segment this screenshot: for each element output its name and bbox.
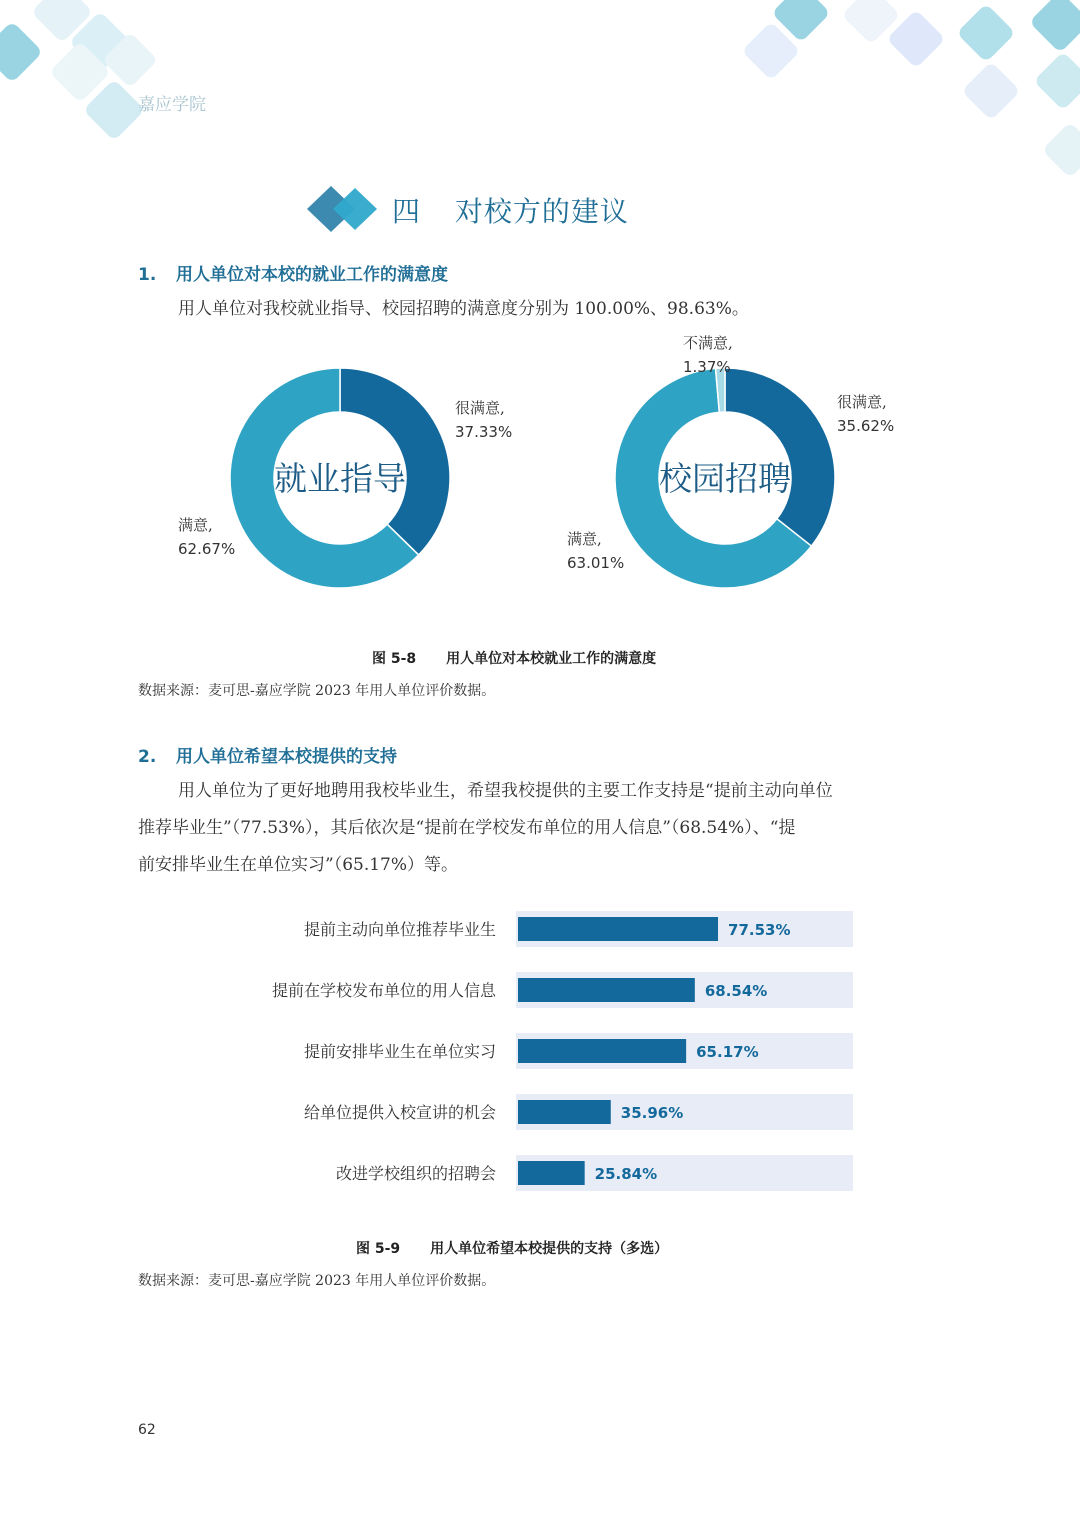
page-number: 62 xyxy=(138,1422,156,1438)
donut-2-slice-1-label: 很满意, xyxy=(837,393,887,411)
bar-4-value-label: 35.96% xyxy=(620,1104,684,1122)
figure-5-9-title: 用人单位希望本校提供的支持（多选） xyxy=(430,1241,669,1257)
donut-2-slice-3-label: 不满意, xyxy=(683,334,733,352)
bar-1 xyxy=(518,917,718,941)
donut-1-slice-1-label: 很满意, xyxy=(455,399,505,417)
donut-1-slice-2-value: 62.67% xyxy=(178,540,236,558)
donut-2-slice-1 xyxy=(725,368,835,546)
figure-5-9-caption xyxy=(356,1238,668,1258)
bar-3 xyxy=(518,1039,686,1063)
bar-2-category-label: 提前在学校发布单位的用人信息 xyxy=(271,981,496,1000)
figure-5-8-source: 数据来源：麦可思-嘉应学院 2023 年用人单位评价数据。 xyxy=(138,683,496,699)
section-1-number: 1. xyxy=(138,265,157,285)
section-1-title: 用人单位对本校的就业工作的满意度 xyxy=(176,265,448,285)
section-2-text-line-2: 推荐毕业生”（77.53%），其后依次是“提前在学校发布单位的用人信息”（68.54%）、“提 xyxy=(138,818,796,838)
bar-5 xyxy=(518,1161,585,1185)
school-name: 嘉应学院 xyxy=(138,95,206,115)
donut-2-slice-1-value: 35.62% xyxy=(837,417,895,435)
donut-1-slice-2-label: 满意, xyxy=(178,516,213,534)
section-2-text-line-1: 用人单位为了更好地聘用我校毕业生，希望我校提供的主要工作支持是“提前主动向单位 xyxy=(178,781,833,801)
donut-1-slice-1-value: 37.33% xyxy=(455,423,513,441)
section-1-text: 用人单位对我校就业指导、校园招聘的满意度分别为 100.00%、98.63%。 xyxy=(178,299,749,319)
donut-2-slice-2-value: 63.01% xyxy=(567,554,625,572)
bar-1-category-label: 提前主动向单位推荐毕业生 xyxy=(303,920,496,939)
section-2-text-line-3: 前安排毕业生在单位实习”（65.17%）等。 xyxy=(138,855,459,875)
figure-5-8-number: 图 5-8 xyxy=(372,651,417,667)
bar-4 xyxy=(518,1100,611,1124)
figure-5-9-number: 图 5-9 xyxy=(356,1241,401,1257)
section-2-title: 用人单位希望本校提供的支持 xyxy=(176,747,397,767)
bar-2 xyxy=(518,978,695,1002)
figure-5-8-caption xyxy=(372,648,656,668)
donut-2-slice-3-value: 1.37% xyxy=(683,358,731,376)
figure-5-8-title: 用人单位对本校就业工作的满意度 xyxy=(446,651,657,667)
bar-2-value-label: 68.54% xyxy=(704,982,768,1000)
donut-2-center-label: 校园招聘 xyxy=(659,459,791,498)
donut-2-slice-2-label: 满意, xyxy=(567,530,602,548)
section-2-heading xyxy=(138,742,397,767)
bar-1-value-label: 77.53% xyxy=(728,921,791,939)
section-2-number: 2. xyxy=(138,747,157,767)
bar-4-category-label: 给单位提供入校宣讲的机会 xyxy=(303,1103,496,1122)
bar-5-value-label: 25.84% xyxy=(594,1165,658,1183)
chapter-title-text: 对校方的建议 xyxy=(454,195,629,228)
bar-3-value-label: 65.17% xyxy=(696,1043,759,1061)
chapter-number: 四 xyxy=(392,195,422,228)
donut-1-center-label: 就业指导 xyxy=(274,459,406,498)
figure-5-9-source: 数据来源：麦可思-嘉应学院 2023 年用人单位评价数据。 xyxy=(138,1273,496,1289)
bar-5-category-label: 改进学校组织的招聘会 xyxy=(335,1164,496,1183)
bar-3-category-label: 提前安排毕业生在单位实习 xyxy=(303,1042,496,1061)
